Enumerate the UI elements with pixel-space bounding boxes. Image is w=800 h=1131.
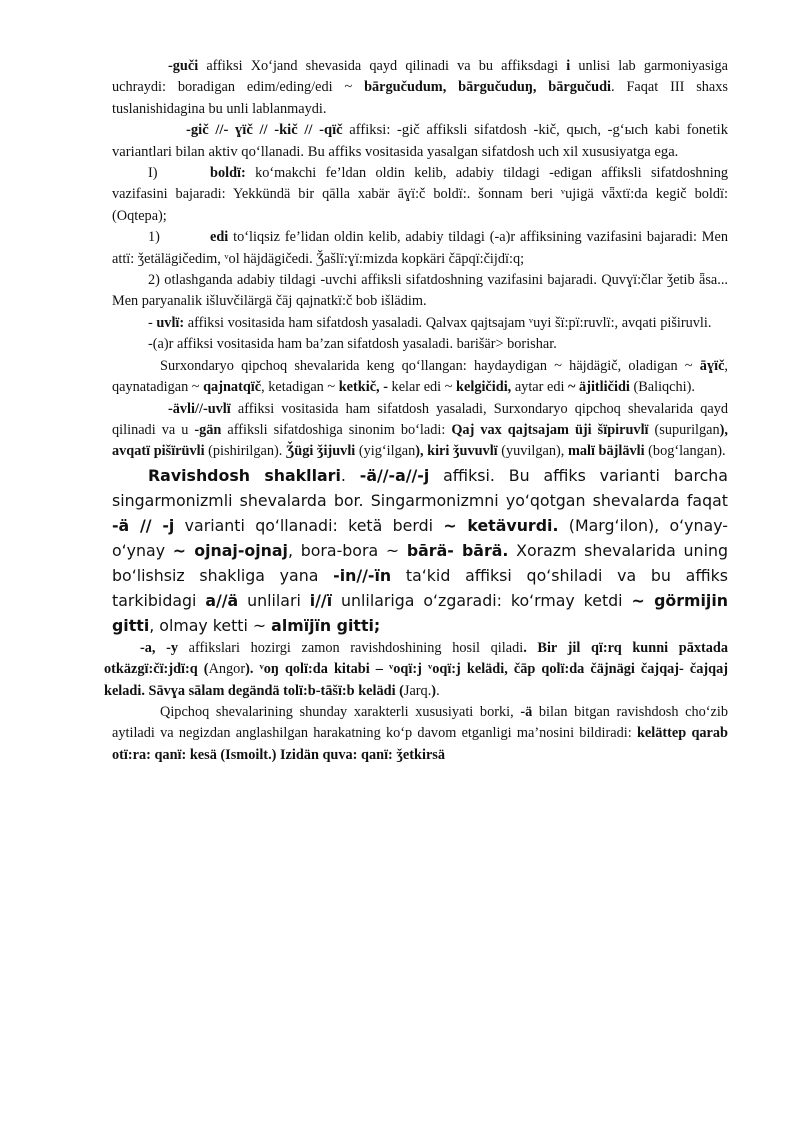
- text-run: unlisi lab garmoniyasiga uchraydi: boradigan edim/eding/edi ~: [112, 58, 728, 96]
- text-run: ta‘kid affiksi qo‘shiladi va bu affiks tarkibidagi: [112, 565, 728, 610]
- text-run: ko‘makchi fe’ldan oldin kelib, adabiy tildagi -edigan affiksli sifatdoshning vazifasini bajaradi: Yekkündä bir qālla xabär āɣï:č boldï:. šonnam beri ᵛujigä vǟxtï:da kegič boldï: (Oqtepa);: [112, 165, 728, 224]
- bold-run: Qaj vax qajtsajam üji šïpiruvlï: [451, 421, 649, 438]
- list-label: 1): [148, 229, 160, 246]
- text-run: affiksi vositasida ham sifatdosh yasaladi, Surxondaryo qipchoq shevalarida qayd qilinadi va u: [112, 400, 728, 438]
- text-run: aytar edi: [511, 379, 569, 396]
- bold-run: almïjïn gitti;: [271, 615, 381, 635]
- bold-run: -ä // -j: [112, 515, 175, 535]
- text-run: 2) otlashganda adabiy tildagi -uvchi affiksli sifatdoshning vazifasini bajaradi. Quvɣï:člar ǯetib ǟsa... Men paryanalik išluvčilärgä čāj qajnatkï:č bob išlädim.: [112, 272, 728, 310]
- paragraph-gich: [112, 120, 728, 163]
- list-label: I): [148, 165, 158, 182]
- text-run: (supurilgan: [648, 421, 720, 438]
- text-run: .: [340, 465, 360, 485]
- bold-run: -gič //- ɣïč // -kič // -qïč: [186, 122, 343, 139]
- bold-run: Ǯügi ǯijuvli: [285, 443, 356, 460]
- paragraph-surxondaryo: [112, 356, 728, 399]
- text-run: . Faqat III shaxs tuslanishidagina bu unli lablanmaydi.: [112, 79, 728, 117]
- text-run: unlilari: [238, 590, 310, 610]
- bold-run: ketkič, -: [338, 379, 388, 396]
- bold-run: -gän: [194, 421, 222, 438]
- bold-run: ~ ketävurdi.: [443, 515, 559, 535]
- bold-run: a//ä: [205, 590, 239, 610]
- bold-run: -in//-ïn: [333, 565, 392, 585]
- text-run: , qaynatadigan ~: [112, 357, 728, 396]
- text-run: to‘liqsiz fe’lidan oldin kelib, adabiy tildagi (-a)r affiksining vazifasini bajaradi: Men attï: ǯetälägičedim, ᵛol häjdägičedi. Ǯašlï:ɣï:mizda kopkäri čāpqï:čijdï:q;: [112, 229, 728, 267]
- bold-run: edi: [210, 229, 229, 246]
- text-run: -: [148, 314, 157, 331]
- bold-run: . Bir jil qï:rq kunni pāxtada otkäzgï:čï:jdï:q (: [104, 639, 729, 678]
- bold-run: malï bäjlävli: [567, 443, 645, 460]
- bold-run: boldï:: [210, 165, 246, 182]
- bold-run: ~ görmijin gitti: [112, 590, 728, 635]
- text-run: affiksi: -gič affiksli sifatdosh -kič, qыch, -g‘ыch kabi fonetik variantlari bilan aktiv qo‘llanadi. Bu affiks vositasida yasalgan sifatdosh uch xil xususiyatga ega.: [112, 122, 728, 160]
- text-run: Surxondaryo qipchoq shevalarida keng qo‘llangan: haydaydigan ~ häjdägič, oladigan ~: [160, 357, 700, 374]
- paragraph-uvli: [112, 313, 728, 334]
- text-run: kelar edi ~: [387, 379, 457, 396]
- paragraph-1-edi: [112, 227, 728, 270]
- document-page: [104, 56, 729, 766]
- paragraph-qipchoq: [112, 702, 728, 766]
- paragraph-avli: [112, 399, 728, 463]
- bold-run: ), kiri ǯuvuvlï: [415, 443, 498, 460]
- bold-run: -guči: [168, 58, 199, 74]
- bold-run: Ravishdosh shakllari: [148, 465, 341, 485]
- bold-run: bārä- bārä.: [406, 540, 509, 560]
- paragraph-a-y: [104, 638, 728, 702]
- bold-run: ~ äjitličidi: [568, 379, 630, 396]
- bold-run: ): [431, 682, 437, 699]
- text-run: Xorazm shevalarida uning bo‘lishsiz shakliga yana: [112, 540, 728, 585]
- paragraph-ravishdosh: [112, 463, 728, 638]
- text-run: , olmay ketti ~: [149, 615, 272, 635]
- bold-run: i: [566, 58, 571, 74]
- text-run: , bora-bora ~: [287, 540, 407, 560]
- bold-run: -a, -y: [140, 639, 179, 656]
- text-run: .: [436, 682, 440, 699]
- text-run: (yuvilgan),: [497, 443, 568, 460]
- text-run: affikslari hozirgi zamon ravishdoshining hosil qiladi: [178, 639, 524, 656]
- bold-run: uvlï:: [156, 314, 185, 331]
- bold-run: -ä: [520, 703, 533, 720]
- paragraph-guchi: [112, 56, 728, 120]
- text-run: (Baliqchi).: [629, 379, 695, 396]
- text-run: affiksli sifatdoshiga sinonim bo‘ladi:: [221, 421, 452, 438]
- text-run: Jarq.: [403, 682, 432, 699]
- text-run: Qipchoq shevalarining shunday xarakterli xususiyati borki,: [160, 703, 521, 720]
- bold-run: kelättep qarab otï:ra: qanï: kesä (Ismoilt.) Izidän quva: qanï: ǯetkirsä: [112, 725, 729, 763]
- bold-run: ~ ojnaj-ojnaj: [172, 540, 288, 560]
- paragraph-i-boldi: [112, 163, 728, 227]
- bold-run: bārgučudum, bārgučuduŋ, bārgučudi: [364, 79, 612, 96]
- text-run: affiksi vositasida ham sifatdosh yasaladi. Qalvax qajtsajam ᵛuyi šï:pï:ruvlï:, avqati piširuvli.: [184, 314, 712, 331]
- bold-run: ), avqatï pišïrüvli: [112, 421, 729, 460]
- text-run: affiksi. Bu affiks varianti barcha singarmonizmli shevalarda bor. Singarmonizmni yo‘qotgan shevalarda faqat: [112, 465, 728, 510]
- text-run: (yig‘ilgan: [355, 443, 416, 460]
- bold-run: i//ï: [309, 590, 333, 610]
- bold-run: āɣïč: [699, 357, 725, 374]
- bold-run: -ävli//-uvlï: [168, 400, 231, 417]
- text-run: affiksi Xo‘jand shevasida qayd qilinadi va bu affiksdagi: [198, 58, 567, 74]
- text-run: bilan bitgan ravishdosh cho‘zib aytiladi va negizdan anglashilgan harakatning ko‘p davom etganligi ma’nosini bildiradi:: [112, 703, 728, 742]
- text-run: unlilariga o‘zgaradi: ko‘rmay ketdi: [332, 590, 632, 610]
- text-run: (bog‘langan).: [644, 443, 726, 460]
- bold-run: qajnatqïč: [203, 379, 262, 396]
- bold-run: ). ᵛoŋ qolï:da kitabi – ᵛoqï:j ᵛoqï:j kelädi, čāp qolï:da čäjnägi čajqaj- čajqaj keladi. Sāvɣa sālam degändä tolï:b-tāšï:b kelädi (: [104, 661, 729, 699]
- bold-run: kelgičidi,: [456, 379, 512, 396]
- bold-run: -ä//-a//-j: [359, 465, 430, 485]
- text-run: -(a)r affiksi vositasida ham ba’zan sifatdosh yasaladi. barišär> borishar.: [148, 336, 557, 353]
- text-run: Angor: [208, 661, 246, 678]
- text-run: , ketadigan ~: [261, 379, 339, 396]
- text-run: (Marg‘ilon), o‘ynay-o‘ynay: [112, 515, 728, 560]
- text-run: (pishirilgan).: [204, 443, 286, 460]
- paragraph-2-otlashganda: [112, 270, 728, 313]
- paragraph-ar: [112, 334, 728, 355]
- text-run: varianti qo‘llanadi: ketä berdi: [174, 515, 444, 535]
